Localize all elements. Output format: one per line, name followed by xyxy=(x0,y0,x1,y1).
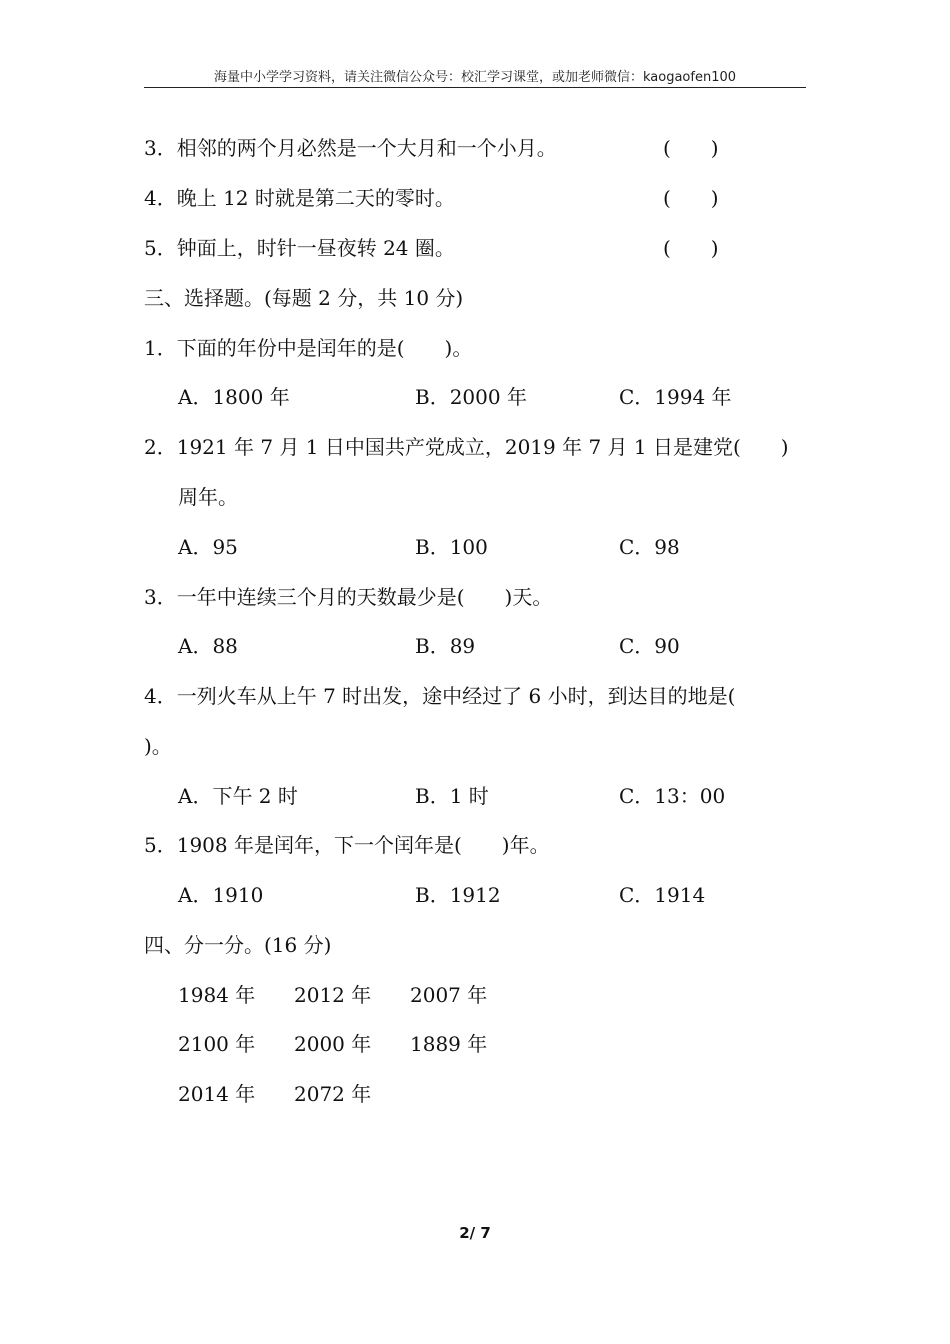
q2-option-c[interactable]: C．98 xyxy=(619,535,680,559)
q4-option-c[interactable]: C．13：00 xyxy=(619,784,726,808)
judge-question-3: 3．相邻的两个月必然是一个大月和一个小月。 xyxy=(144,136,557,160)
choice-question-2: 2．1921 年 7 月 1 日中国共产党成立，2019 年 7 月 1 日是建党( ) xyxy=(144,435,789,459)
q5-option-a[interactable]: A．1910 xyxy=(178,883,264,907)
choice-question-3: 3．一年中连续三个月的天数最少是( )天。 xyxy=(144,585,553,609)
q2-option-a[interactable]: A．95 xyxy=(178,535,238,559)
year-item: 2007 年 xyxy=(410,983,488,1007)
q3-option-a[interactable]: A．88 xyxy=(178,634,238,658)
year-item: 2012 年 xyxy=(294,983,372,1007)
judge-question-4: 4．晚上 12 时就是第二天的零时。 xyxy=(144,186,455,210)
judge-answer-blank-5[interactable]: ( ) xyxy=(663,236,719,260)
q3-option-b[interactable]: B．89 xyxy=(415,634,476,658)
judge-answer-blank-3[interactable]: ( ) xyxy=(663,136,719,160)
page-number: 2/ 7 xyxy=(459,1224,491,1242)
q1-option-c[interactable]: C．1994 年 xyxy=(619,385,732,409)
judge-answer-blank-4[interactable]: ( ) xyxy=(663,186,719,210)
choice-question-5: 5．1908 年是闰年，下一个闰年是( )年。 xyxy=(144,833,550,857)
q1-option-a[interactable]: A．1800 年 xyxy=(178,385,290,409)
choice-question-4: 4．一列火车从上午 7 时出发，途中经过了 6 小时，到达目的地是( xyxy=(144,684,736,708)
choice-question-4-cont: )。 xyxy=(144,734,172,758)
year-item: 2072 年 xyxy=(294,1082,372,1106)
q1-option-b[interactable]: B．2000 年 xyxy=(415,385,527,409)
choice-question-2-cont: 周年。 xyxy=(178,485,238,509)
judge-question-5: 5．钟面上，时针一昼夜转 24 圈。 xyxy=(144,236,455,260)
choice-question-1: 1．下面的年份中是闰年的是( )。 xyxy=(144,336,473,360)
q5-option-b[interactable]: B．1912 xyxy=(415,883,501,907)
year-item: 2014 年 xyxy=(178,1082,256,1106)
section-3-title: 三、选择题。(每题 2 分，共 10 分) xyxy=(144,286,464,310)
year-item: 2100 年 xyxy=(178,1032,256,1056)
year-item: 1889 年 xyxy=(410,1032,488,1056)
q2-option-b[interactable]: B．100 xyxy=(415,535,488,559)
q4-option-a[interactable]: A．下午 2 时 xyxy=(178,784,298,808)
year-item: 2000 年 xyxy=(294,1032,372,1056)
q5-option-c[interactable]: C．1914 xyxy=(619,883,706,907)
q3-option-c[interactable]: C．90 xyxy=(619,634,680,658)
page-header: 海量中小学学习资料，请关注微信公众号：校汇学习课堂，或加老师微信：kaogaofen100 xyxy=(213,70,737,85)
q4-option-b[interactable]: B．1 时 xyxy=(415,784,489,808)
year-item: 1984 年 xyxy=(178,983,256,1007)
header-divider xyxy=(144,87,806,88)
section-4-title: 四、分一分。(16 分) xyxy=(144,933,332,957)
